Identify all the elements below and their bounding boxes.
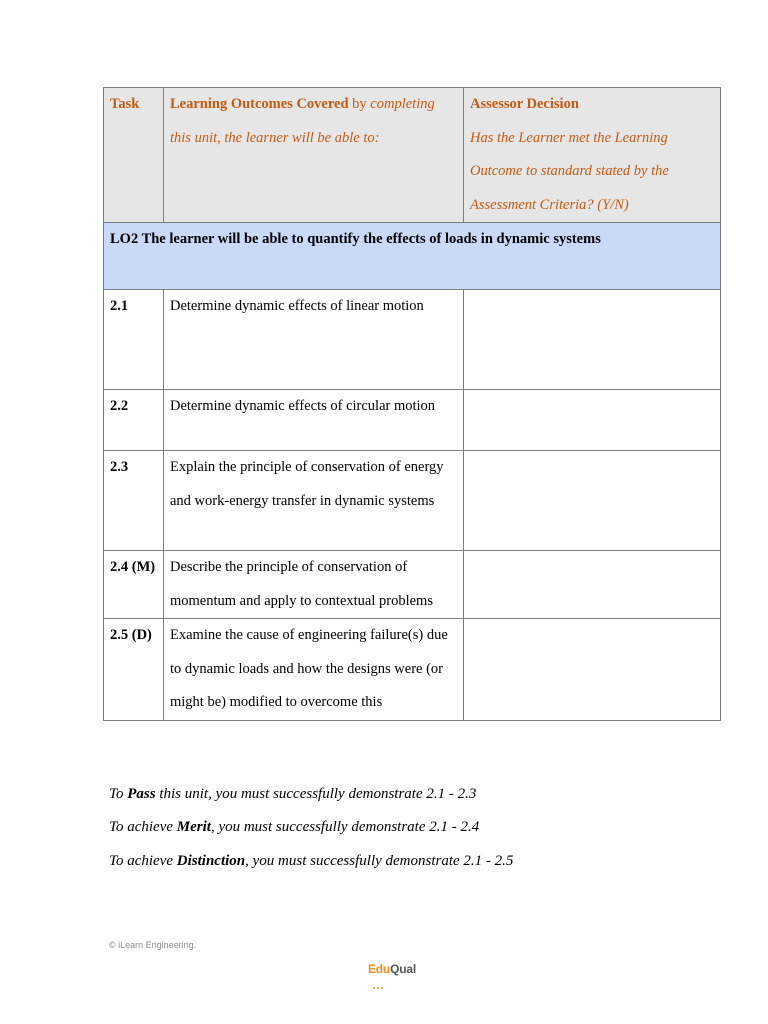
decision-cell[interactable] <box>464 551 721 619</box>
table-row <box>104 619 721 721</box>
criterion-number: 2.5 (D) <box>104 619 164 721</box>
criterion-number: 2.4 (M) <box>104 551 164 619</box>
criterion-number: 2.2 <box>104 390 164 451</box>
logo-dots-icon <box>373 976 385 979</box>
pass-condition: To Pass this unit, you must successfully demonstrate 2.1 - 2.3 <box>109 786 477 802</box>
criterion-text: Explain the principle of conservation of energy and work-energy transfer in dynamic systems <box>164 451 464 551</box>
criterion-number: 2.3 <box>104 451 164 551</box>
decision-cell[interactable] <box>464 290 721 390</box>
copyright-notice: © iLearn Engineering. <box>109 940 197 950</box>
distinction-condition: To achieve Distinction, you must successfully demonstrate 2.1 - 2.5 <box>109 853 514 869</box>
decision-cell[interactable] <box>464 390 721 451</box>
criterion-text: Examine the cause of engineering failure(s) due to dynamic loads and how the designs were (or might be) modified to overcome this <box>164 619 464 721</box>
decision-cell[interactable] <box>464 451 721 551</box>
assessor-decision-header: Assessor Decision Has the Learner met the Learning Outcome to standard stated by the Assessment Criteria? (Y/N) <box>464 88 721 223</box>
table-row <box>104 451 721 551</box>
criterion-text: Determine dynamic effects of circular motion <box>164 390 464 451</box>
table-header-row <box>104 88 721 223</box>
task-header: Task <box>104 88 164 223</box>
table-row <box>104 290 721 390</box>
criterion-text: Determine dynamic effects of linear motion <box>164 290 464 390</box>
decision-cell[interactable] <box>464 619 721 721</box>
learning-outcome-title: LO2 The learner will be able to quantify the effects of loads in dynamic systems <box>104 223 721 290</box>
criterion-text: Describe the principle of conservation of momentum and apply to contextual problems <box>164 551 464 619</box>
table-row <box>104 551 721 619</box>
learning-outcome-row <box>104 223 721 290</box>
table-row <box>104 390 721 451</box>
merit-condition: To achieve Merit, you must successfully demonstrate 2.1 - 2.4 <box>109 819 480 835</box>
assessment-table <box>103 87 721 721</box>
learning-outcomes-header: Learning Outcomes Covered by completing this unit, the learner will be able to: <box>164 88 464 223</box>
eduqual-logo: EduQual <box>368 962 416 976</box>
criterion-number: 2.1 <box>104 290 164 390</box>
